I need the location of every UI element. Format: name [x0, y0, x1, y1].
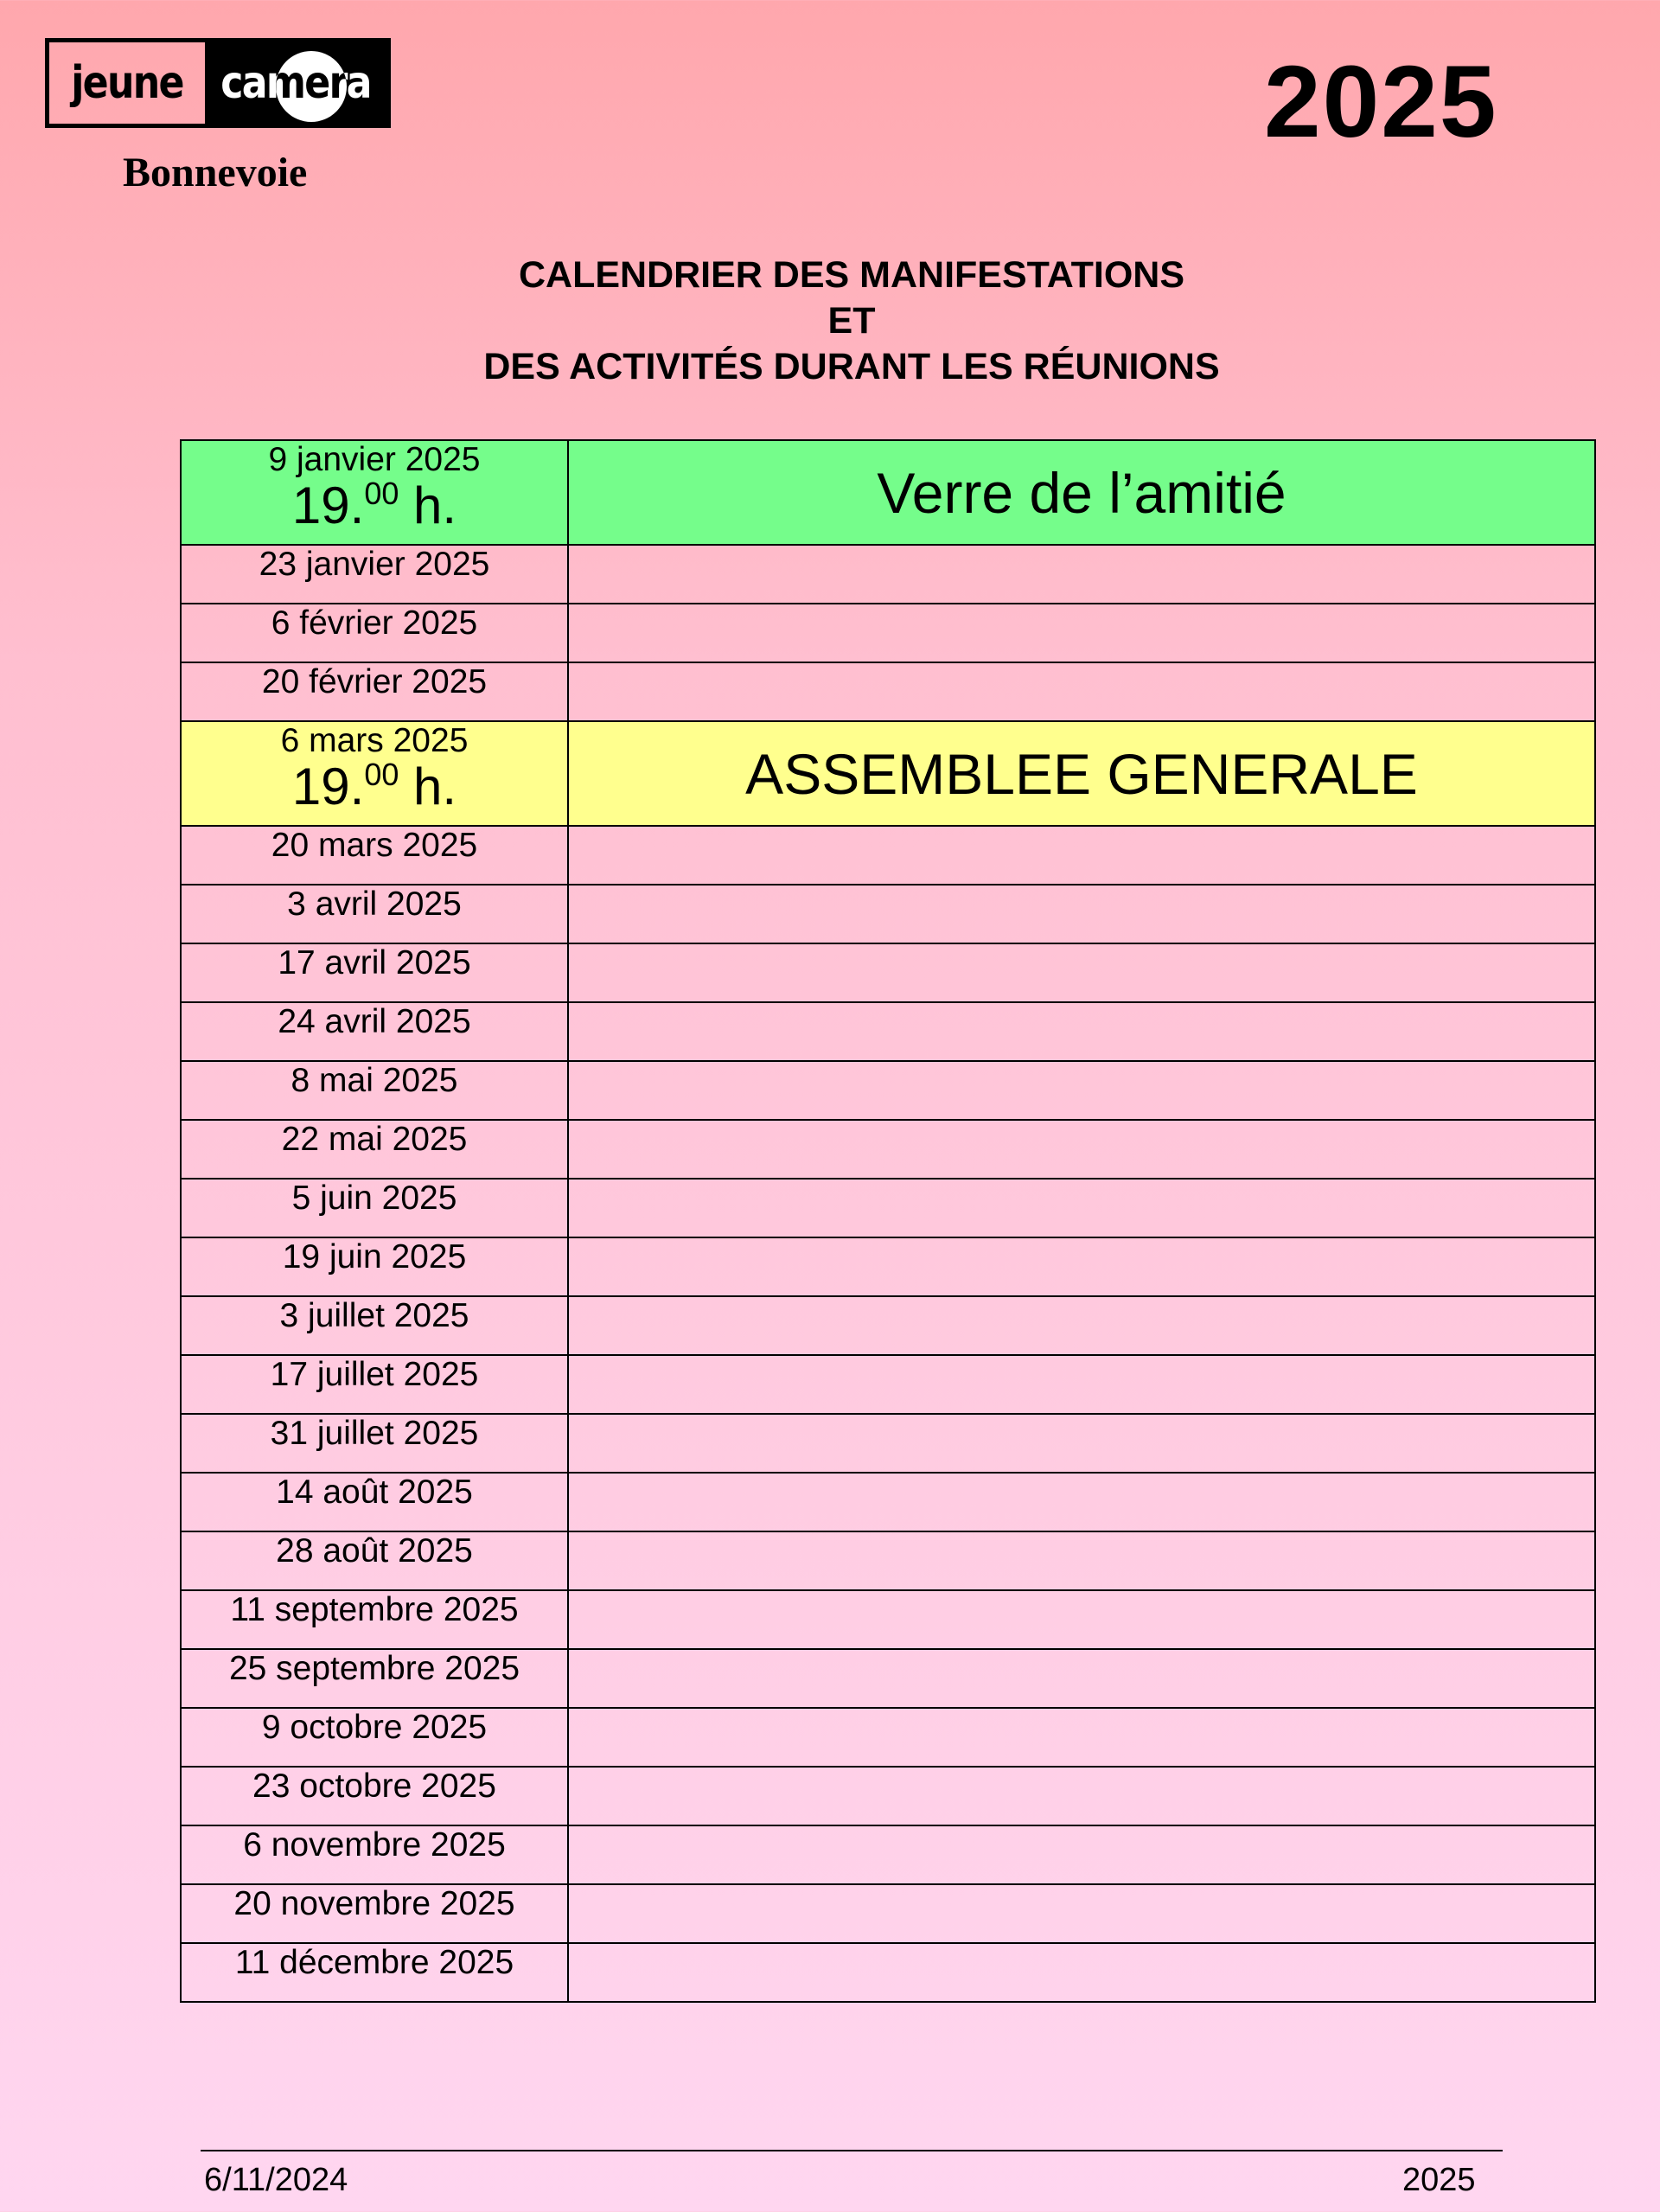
date-cell: 25 septembre 2025	[181, 1649, 568, 1708]
table-row	[181, 545, 1595, 604]
date-cell: 20 novembre 2025	[181, 1884, 568, 1943]
event-cell-empty	[568, 885, 1595, 943]
table-row	[181, 1414, 1595, 1473]
date-cell: 3 juillet 2025	[181, 1296, 568, 1355]
event-cell-empty	[568, 1649, 1595, 1708]
date-cell: 11 septembre 2025	[181, 1590, 568, 1649]
event-cell-empty	[568, 1708, 1595, 1767]
date-cell: 17 avril 2025	[181, 943, 568, 1002]
calendar-table	[180, 439, 1596, 2003]
table-row	[181, 1531, 1595, 1590]
date-cell: 23 janvier 2025	[181, 545, 568, 604]
event-time-minutes: 00	[364, 757, 399, 792]
footer-divider	[201, 2150, 1503, 2151]
event-cell-empty	[568, 1531, 1595, 1590]
date-cell: 5 juin 2025	[181, 1179, 568, 1237]
event-cell-empty	[568, 1943, 1595, 2002]
event-cell-empty	[568, 1120, 1595, 1179]
event-cell-empty	[568, 826, 1595, 885]
event-cell-empty	[568, 662, 1595, 721]
event-date: 6 mars 2025	[280, 722, 469, 759]
event-cell-empty	[568, 604, 1595, 662]
table-row	[181, 1355, 1595, 1414]
title-line-2: ET	[827, 300, 876, 342]
date-cell: 23 octobre 2025	[181, 1767, 568, 1825]
footer-year: 2025	[1402, 2162, 1476, 2198]
date-cell: 19 juin 2025	[181, 1237, 568, 1296]
event-cell-empty	[568, 1414, 1595, 1473]
date-cell: 24 avril 2025	[181, 1002, 568, 1061]
page-title	[0, 253, 1660, 390]
footer-date: 6/11/2024	[204, 2162, 348, 2198]
logo	[45, 3, 399, 131]
event-title: Verre de l’amitié	[568, 440, 1595, 545]
table-row	[181, 1061, 1595, 1120]
event-cell-empty	[568, 1590, 1595, 1649]
logo-box	[45, 38, 391, 128]
event-time-hour: 19.	[291, 758, 365, 815]
event-cell-empty	[568, 1061, 1595, 1120]
table-row	[181, 1296, 1595, 1355]
table-row	[181, 1884, 1595, 1943]
event-cell-empty	[568, 1884, 1595, 1943]
event-cell-empty	[568, 545, 1595, 604]
date-cell: 22 mai 2025	[181, 1120, 568, 1179]
event-date: 9 janvier 2025	[268, 441, 481, 478]
logo-word-camera: camera	[220, 57, 371, 109]
table-row	[181, 1590, 1595, 1649]
date-cell: 20 février 2025	[181, 662, 568, 721]
event-cell-empty	[568, 1767, 1595, 1825]
event-cell-empty	[568, 1237, 1595, 1296]
event-cell-empty	[568, 943, 1595, 1002]
table-row	[181, 1767, 1595, 1825]
event-cell-empty	[568, 1296, 1595, 1355]
logo-word-jeune: jeune	[71, 57, 183, 109]
table-row	[181, 662, 1595, 721]
table-row	[181, 1120, 1595, 1179]
table-row	[181, 604, 1595, 662]
date-cell: 3 avril 2025	[181, 885, 568, 943]
event-cell-empty	[568, 1473, 1595, 1531]
table-row-highlighted	[181, 721, 1595, 826]
table-row	[181, 1649, 1595, 1708]
date-cell: 14 août 2025	[181, 1473, 568, 1531]
event-cell-empty	[568, 1355, 1595, 1414]
date-cell: 28 août 2025	[181, 1531, 568, 1590]
event-time-suffix: h.	[399, 758, 457, 815]
date-cell: 6 février 2025	[181, 604, 568, 662]
table-row	[181, 1002, 1595, 1061]
date-cell: 11 décembre 2025	[181, 1943, 568, 2002]
date-cell: 20 mars 2025	[181, 826, 568, 885]
date-cell: 6 novembre 2025	[181, 1825, 568, 1884]
event-cell-empty	[568, 1002, 1595, 1061]
date-cell	[181, 440, 568, 545]
event-cell-empty	[568, 1179, 1595, 1237]
header-year: 2025	[1264, 45, 1498, 159]
table-row	[181, 1473, 1595, 1531]
date-cell: 8 mai 2025	[181, 1061, 568, 1120]
table-row	[181, 1179, 1595, 1237]
event-title: ASSEMBLEE GENERALE	[568, 721, 1595, 826]
table-row	[181, 1708, 1595, 1767]
event-time-minutes: 00	[364, 476, 399, 511]
date-cell	[181, 721, 568, 826]
club-location: Bonnevoie	[123, 150, 308, 195]
event-time	[182, 757, 567, 815]
table-row	[181, 1943, 1595, 2002]
date-cell: 17 juillet 2025	[181, 1355, 568, 1414]
table-row	[181, 943, 1595, 1002]
table-row-highlighted	[181, 440, 1595, 545]
table-row	[181, 1825, 1595, 1884]
date-cell: 31 juillet 2025	[181, 1414, 568, 1473]
event-time-suffix: h.	[399, 476, 457, 534]
table-row	[181, 826, 1595, 885]
logo-word-camera-block	[205, 42, 386, 124]
date-cell: 9 octobre 2025	[181, 1708, 568, 1767]
calendar-body	[181, 440, 1595, 2002]
table-row	[181, 1237, 1595, 1296]
event-cell-empty	[568, 1825, 1595, 1884]
title-line-3: DES ACTIVITÉS DURANT LES RÉUNIONS	[483, 346, 1220, 387]
event-time	[182, 476, 567, 534]
title-line-1: CALENDRIER DES MANIFESTATIONS	[518, 254, 1185, 296]
event-time-hour: 19.	[291, 476, 365, 534]
table-row	[181, 885, 1595, 943]
